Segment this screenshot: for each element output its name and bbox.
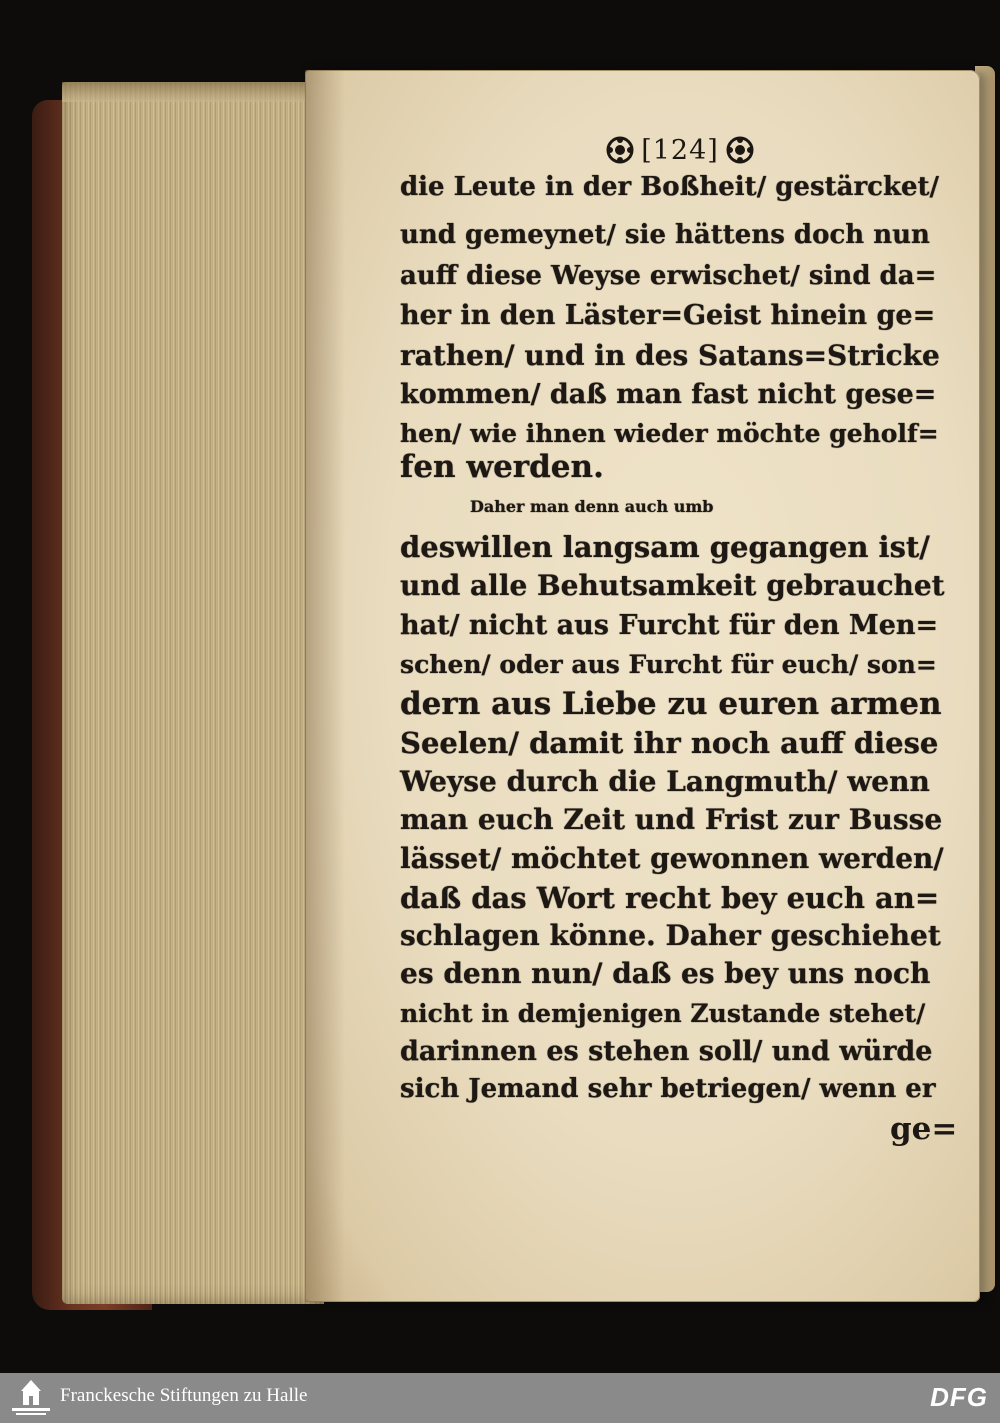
text-line: schen/ oder aus Furcht für euch/ son= [400,650,937,679]
text-line: schlagen könne. Daher geschiehet [400,919,941,952]
text-line: man euch Zeit und Frist zur Busse [400,803,943,836]
text-line: und gemeynet/ sie hättens doch nun [400,220,930,250]
institution-name: Franckesche Stiftungen zu Halle [60,1385,308,1406]
footer-bar [0,1373,1000,1423]
text-line: Daher man denn auch umb [470,497,714,516]
text-line: deswillen langsam gegangen ist/ [400,530,930,564]
text-line: und alle Behutsamkeit gebrauchet [400,569,945,602]
text-line: hen/ wie ihnen wieder möchte geholf= [400,419,939,448]
text-line: Seelen/ damit ihr noch auff diese [400,726,939,760]
text-line: die Leute in der Boßheit/ gestärcket/ [400,172,940,202]
text-line: Weyse durch die Langmuth/ wenn [400,765,930,798]
text-line: daß das Wort recht bey euch an= [400,881,940,915]
text-line: nicht in demjenigen Zustande stehet/ [400,999,926,1028]
franckesche-logo-icon [10,1377,52,1419]
text-line: lässet/ möchtet gewonnen werden/ [400,842,944,875]
dfg-logo: DFG [930,1382,988,1412]
text-line: auff diese Weyse erwischet/ sind da= [400,261,937,291]
flower-ornament-icon [725,135,755,165]
text-line: kommen/ daß man fast nicht gese= [400,379,937,410]
text-line: darinnen es stehen soll/ und würde [400,1036,933,1067]
text-line: dern aus Liebe zu euren armen [400,686,942,722]
text-line: her in den Läster=Geist hinein ge= [400,300,936,331]
page-block-edge [62,82,324,1304]
gutter-shadow [305,70,345,1302]
text-line: fen werden. [400,449,604,485]
page-header [585,130,775,170]
text-line: sich Jemand sehr betriegen/ wenn er [400,1074,936,1104]
catchword: ge= [890,1111,958,1147]
text-line: es denn nun/ daß es bey uns noch [400,957,931,990]
text-line: hat/ nicht aus Furcht für den Men= [400,610,939,641]
flower-ornament-icon [605,135,635,165]
page-number: [124] [641,134,719,166]
text-line: rathen/ und in des Satans=Stricke [400,339,940,372]
page-block-top [62,82,324,102]
